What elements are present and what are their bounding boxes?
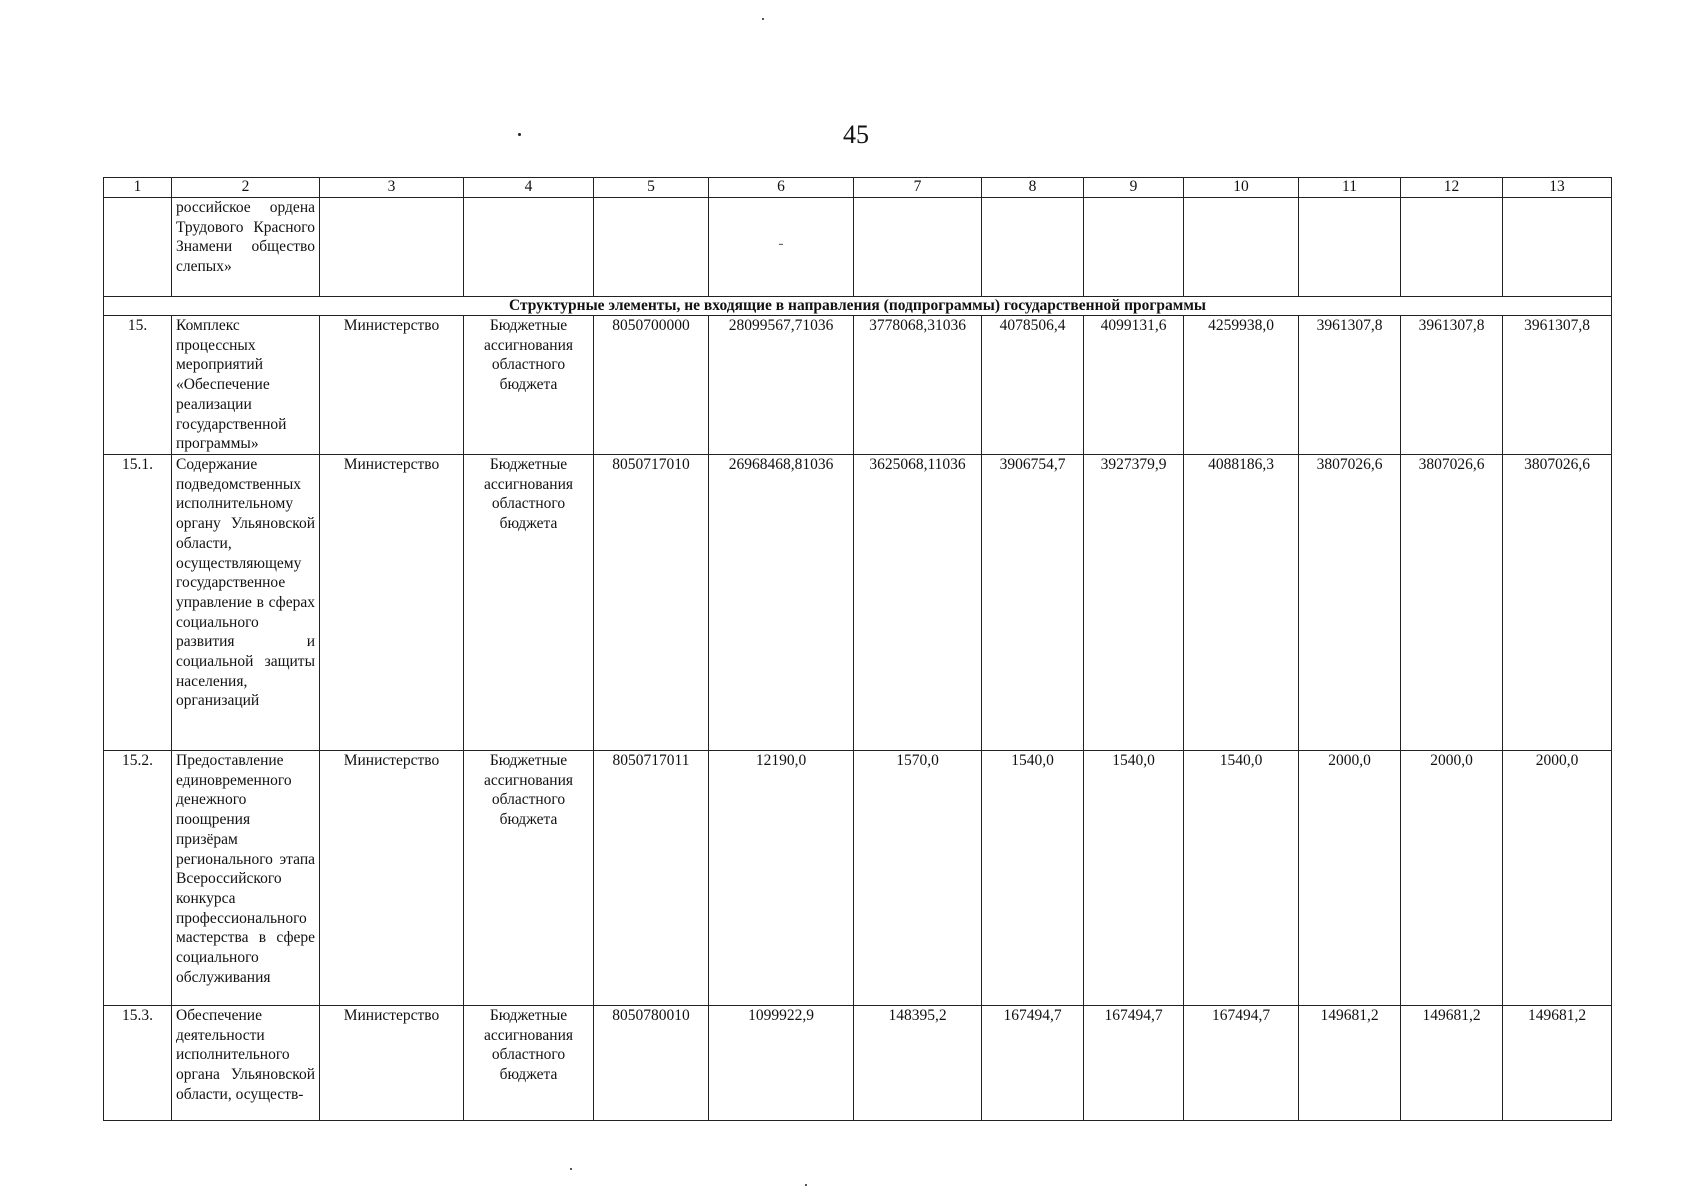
empty-cell	[1503, 198, 1612, 297]
value-col-10: 167494,7	[1184, 1006, 1299, 1121]
column-number-cell: 5	[594, 178, 709, 198]
empty-cell	[1084, 198, 1184, 297]
value-col-11: 149681,2	[1299, 1006, 1401, 1121]
item-name: Содержание подведомственных исполнительному органу Ульяновской области, осуществляющему государственное управление в сферах социального развития и социальной защиты населения, организаций	[172, 455, 320, 751]
value-col-7: 3778068,31036	[854, 316, 982, 455]
value-col-12: 3807026,6	[1401, 455, 1503, 751]
value-total: 12190,0	[709, 751, 854, 1006]
column-number-cell: 2	[172, 178, 320, 198]
table-row	[104, 751, 1612, 1006]
column-number-cell: 7	[854, 178, 982, 198]
value-col-8: 1540,0	[982, 751, 1084, 1006]
value-col-8: 4078506,4	[982, 316, 1084, 455]
column-number-cell: 13	[1503, 178, 1612, 198]
column-number-row	[104, 178, 1612, 198]
funding-source: Бюджетные ассигнования областного бюджета	[464, 1006, 594, 1121]
value-col-12: 3961307,8	[1401, 316, 1503, 455]
funding-source: Бюджетные ассигнования областного бюджета	[464, 751, 594, 1006]
scan-speck	[762, 18, 764, 20]
column-number-cell: 10	[1184, 178, 1299, 198]
responsible-org: Министерство	[320, 316, 464, 455]
empty-cell	[982, 198, 1084, 297]
section-title-row	[104, 297, 1612, 316]
column-number-cell: 11	[1299, 178, 1401, 198]
value-col-7: 148395,2	[854, 1006, 982, 1121]
empty-cell	[464, 198, 594, 297]
empty-cell	[320, 198, 464, 297]
value-col-8: 3906754,7	[982, 455, 1084, 751]
empty-cell	[1299, 198, 1401, 297]
dash-mark: -	[709, 198, 854, 297]
item-name: Предоставление единовременного денежного поощрения призёрам регионального этапа Всероссийского конкурса профессионального мастерства в сфере социального обслуживания	[172, 751, 320, 1006]
value-col-9: 1540,0	[1084, 751, 1184, 1006]
value-col-13: 3961307,8	[1503, 316, 1612, 455]
row-number: 15.3.	[104, 1006, 172, 1121]
value-col-11: 3961307,8	[1299, 316, 1401, 455]
empty-cell	[854, 198, 982, 297]
budget-code: 8050700000	[594, 316, 709, 455]
value-col-13: 2000,0	[1503, 751, 1612, 1006]
value-col-9: 3927379,9	[1084, 455, 1184, 751]
value-total: 1099922,9	[709, 1006, 854, 1121]
column-number-cell: 6	[709, 178, 854, 198]
value-col-7: 3625068,11036	[854, 455, 982, 751]
row-number: 15.2.	[104, 751, 172, 1006]
empty-cell	[1401, 198, 1503, 297]
value-col-9: 4099131,6	[1084, 316, 1184, 455]
row-number: 15.	[104, 316, 172, 455]
value-col-13: 3807026,6	[1503, 455, 1612, 751]
value-col-8: 167494,7	[982, 1006, 1084, 1121]
value-col-10: 4259938,0	[1184, 316, 1299, 455]
item-name: Комплекс процессных мероприятий «Обеспечение реализации государственной программы»	[172, 316, 320, 455]
section-title: Структурные элементы, не входящие в направления (подпрограммы) государственной программы	[104, 297, 1612, 316]
scan-speck	[570, 1168, 572, 1170]
value-col-7: 1570,0	[854, 751, 982, 1006]
value-total: 28099567,71036	[709, 316, 854, 455]
value-col-10: 4088186,3	[1184, 455, 1299, 751]
funding-source: Бюджетные ассигнования областного бюджета	[464, 455, 594, 751]
column-number-cell: 1	[104, 178, 172, 198]
table-row	[104, 1006, 1612, 1121]
row-number: 15.1.	[104, 455, 172, 751]
column-number-cell: 8	[982, 178, 1084, 198]
item-name: Обеспечение деятельности исполнительного органа Ульяновской области, осуществ-	[172, 1006, 320, 1121]
value-total: 26968468,81036	[709, 455, 854, 751]
value-col-11: 2000,0	[1299, 751, 1401, 1006]
value-col-10: 1540,0	[1184, 751, 1299, 1006]
value-col-12: 149681,2	[1401, 1006, 1503, 1121]
item-name: российское ордена Трудового Красного Знамени общество слепых»	[172, 198, 320, 297]
value-col-13: 149681,2	[1503, 1006, 1612, 1121]
empty-cell	[1184, 198, 1299, 297]
empty-cell	[594, 198, 709, 297]
responsible-org: Министерство	[320, 751, 464, 1006]
column-number-cell: 3	[320, 178, 464, 198]
responsible-org: Министерство	[320, 455, 464, 751]
funding-source: Бюджетные ассигнования областного бюджета	[464, 316, 594, 455]
page-number: 45	[843, 120, 869, 149]
value-col-11: 3807026,6	[1299, 455, 1401, 751]
budget-code: 8050780010	[594, 1006, 709, 1121]
table-row	[104, 455, 1612, 751]
column-number-cell: 4	[464, 178, 594, 198]
column-number-cell: 9	[1084, 178, 1184, 198]
continuation-row	[104, 198, 1612, 297]
row-number	[104, 198, 172, 297]
scan-speck	[805, 1184, 807, 1186]
value-col-12: 2000,0	[1401, 751, 1503, 1006]
scan-speck	[518, 133, 521, 136]
value-col-9: 167494,7	[1084, 1006, 1184, 1121]
responsible-org: Министерство	[320, 1006, 464, 1121]
budget-code: 8050717010	[594, 455, 709, 751]
budget-table	[103, 177, 1612, 1121]
budget-code: 8050717011	[594, 751, 709, 1006]
table-row	[104, 316, 1612, 455]
column-number-cell: 12	[1401, 178, 1503, 198]
